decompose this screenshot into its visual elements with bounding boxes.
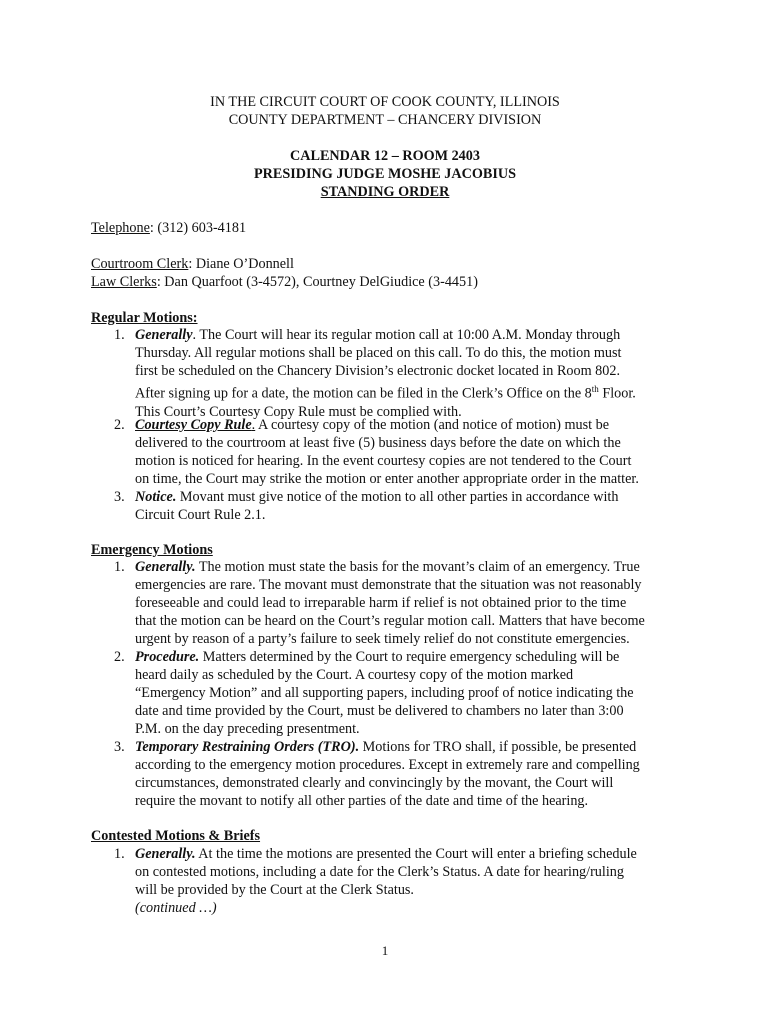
telephone-line xyxy=(91,219,246,237)
courtroom-clerk-value: : Diane O’Donnell xyxy=(188,256,294,272)
list-number: 1. xyxy=(114,559,125,575)
list-item: Procedure. Matters determined by the Court to require emergency scheduling will be heard daily as scheduled by the Court. A courtesy copy of the motion marked “Emergency Motion” and all supporting papers, including proof of notice indicating the date and time provided by the Court, must be delivered to chambers no later than 3:00 P.M. on the day preceding presentment. xyxy=(135,649,634,737)
list-item: Generally. The motion must state the basis for the movant’s claim of an emergency. True emergencies are rare. The movant must demonstrate that the situation was not reasonably foreseeable and could lead to irreparable harm if relief is not obtained prior to the time that the motion can be heard on the Court’s regular motion call. Matters that have become urgent by reason of a party’s failure to seek timely relief do not constitute emergencies. xyxy=(135,559,645,647)
emergency-motions-heading: Emergency Motions xyxy=(91,542,213,558)
standing-order-title: STANDING ORDER xyxy=(320,184,450,200)
item-lead: Courtesy Copy Rule xyxy=(135,417,252,433)
item-lead: Generally. xyxy=(135,846,196,862)
law-clerks-value: : Dan Quarfoot (3-4572), Courtney DelGiudice (3-4451) xyxy=(156,274,478,290)
list-item: Generally. At the time the motions are presented the Court will enter a briefing schedule on contested motions, including a date for the Clerk’s Status. A date for hearing/ruling will be provided by the Court at the Clerk Status. (continued …) xyxy=(135,845,675,917)
courtroom-clerk-line xyxy=(91,255,294,273)
list-item: Generally. The Court will hear its regular motion call at 10:00 A.M. Monday through Thursday. All regular motions shall be placed on this call. To do this, the motion must first be scheduled on the Chancery Division’s electronic docket located in Room 802. After signing up for a date, the motion can be filed in the Clerk’s Office on the 8th Floor. This Court’s Courtesy Copy Rule must be complied with. xyxy=(135,327,636,420)
contested-motions-heading: Contested Motions & Briefs xyxy=(91,828,261,844)
item-lead: Generally xyxy=(135,327,193,343)
courtroom-clerk-label: Courtroom Clerk xyxy=(91,256,189,272)
court-name: IN THE CIRCUIT COURT OF COOK COUNTY, ILLINOIS xyxy=(210,94,560,110)
title-block xyxy=(0,147,770,201)
continued-note: (continued …) xyxy=(135,900,217,916)
regular-motions-heading: Regular Motions: xyxy=(91,310,198,326)
list-number: 1. xyxy=(114,327,125,343)
list-number: 3. xyxy=(114,739,125,755)
list-number: 2. xyxy=(114,417,125,433)
telephone-label: Telephone xyxy=(91,220,150,236)
page-number: 1 xyxy=(381,943,389,958)
item-lead: Procedure. xyxy=(135,649,200,665)
court-division: COUNTY DEPARTMENT – CHANCERY DIVISION xyxy=(228,112,542,128)
item-lead: Temporary Restraining Orders (TRO). xyxy=(135,739,360,755)
telephone-value: : (312) 603-4181 xyxy=(149,220,247,236)
judge-title: PRESIDING JUDGE MOSHE JACOBIUS xyxy=(253,166,517,182)
law-clerks-line xyxy=(91,273,478,291)
calendar-title: CALENDAR 12 – ROOM 2403 xyxy=(290,148,480,164)
list-item: Notice. Movant must give notice of the motion to all other parties in accordance with Circuit Court Rule 2.1. xyxy=(135,489,619,523)
list-item: Temporary Restraining Orders (TRO). Motions for TRO shall, if possible, be presented according to the emergency motion procedures. Except in extremely rare and compelling circumstances, demonstrated clearly and convincingly by the movant, the Court will require the movant to notify all other parties of the date and time of the hearing. xyxy=(135,739,640,809)
law-clerks-label: Law Clerks xyxy=(91,274,157,290)
list-number: 3. xyxy=(114,489,125,505)
list-number: 2. xyxy=(114,649,125,665)
item-lead: Generally. xyxy=(135,559,196,575)
list-number: 1. xyxy=(114,846,125,862)
item-lead: Notice. xyxy=(135,489,177,505)
list-item: Courtesy Copy Rule. A courtesy copy of the motion (and notice of motion) must be delivered to the courtroom at least five (5) business days before the date on which the motion is noticed for hearing. In the event courtesy copies are not tendered to the Court on time, the Court may strike the motion or enter another appropriate order in the matter. xyxy=(135,417,639,487)
court-header xyxy=(0,93,770,129)
